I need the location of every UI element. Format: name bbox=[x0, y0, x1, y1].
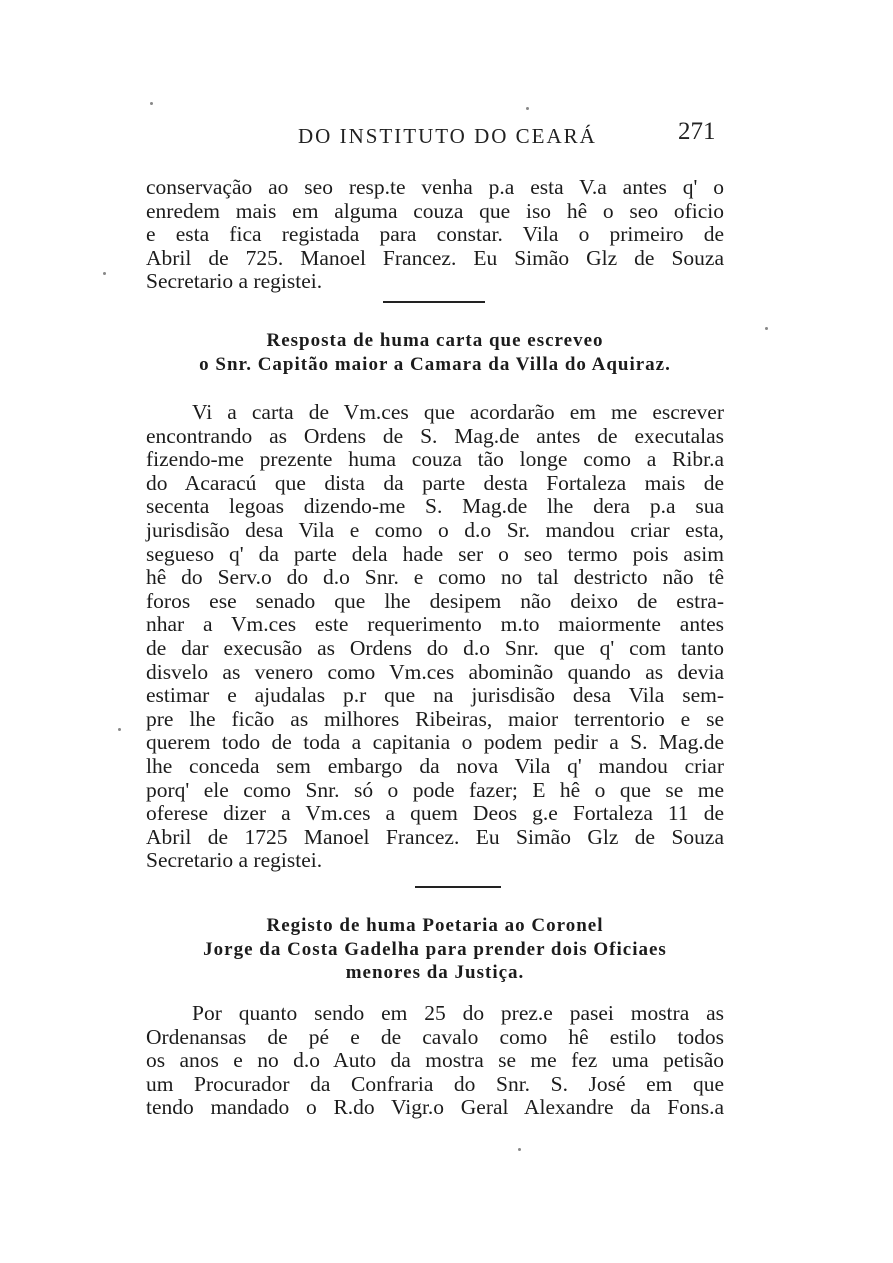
text-line: oferese dizer a Vm.ces a quem Deos g.e Fortaleza 11 de bbox=[146, 801, 724, 826]
text-line: Ordenansas de pé e de cavalo como hê estilo todos bbox=[146, 1024, 724, 1049]
text-line: conservação ao seo resp.te venha p.a esta V.a antes q' o bbox=[146, 175, 724, 199]
text-line: fizendo-me prezente huma couza tão longe como a Ribr.a bbox=[146, 447, 724, 472]
heading-line: o Snr. Capitão maior a Camara da Villa do Aquiraz. bbox=[199, 353, 671, 375]
heading-line: menores da Justiça. bbox=[345, 962, 525, 983]
text-line: enredem mais em alguma couza que iso hê o seo oficio bbox=[146, 198, 724, 223]
text-line: lhe conceda sem embargo da nova Vila q' mandou criar bbox=[146, 753, 724, 778]
text-line: nhar a Vm.ces este requerimento m.to maiormente antes bbox=[146, 612, 724, 637]
separator-rule bbox=[415, 886, 501, 888]
scan-speck bbox=[103, 272, 106, 275]
text-line: porq' ele como Snr. só o pode fazer; E hê o que se me bbox=[146, 777, 724, 802]
section-2-paragraph bbox=[146, 401, 724, 873]
scan-speck bbox=[518, 1148, 521, 1151]
text-line: segueso q' da parte dela hade ser o seo termo pois asim bbox=[146, 541, 724, 566]
heading-line: Jorge da Costa Gadelha para prender dois Oficiaes bbox=[203, 938, 667, 960]
scan-speck bbox=[150, 102, 153, 105]
section-3-heading bbox=[146, 914, 724, 985]
text-line: e esta fica registada para constar. Vila o primeiro de bbox=[146, 222, 724, 247]
text-line: Abril de 1725 Manoel Francez. Eu Simão Glz de Souza bbox=[146, 824, 724, 849]
separator-rule bbox=[383, 301, 485, 303]
section-3-paragraph bbox=[146, 1002, 724, 1120]
text-line: os anos e no d.o Auto da mostra se me fez uma petisão bbox=[146, 1048, 724, 1073]
text-line: Por quanto sendo em 25 do prez.e pasei mostra as bbox=[192, 1001, 724, 1025]
text-line: Vi a carta de Vm.ces que acordarão em me escrever bbox=[192, 400, 724, 424]
text-line: tendo mandado o R.do Vigr.o Geral Alexandre da Fons.a bbox=[146, 1095, 724, 1120]
text-line: Secretario a registei. bbox=[146, 269, 323, 294]
text-line: de dar execusão as Ordens do d.o Snr. que q' com tanto bbox=[146, 635, 724, 660]
text-line: pre lhe ficão as milhores Ribeiras, maior terrentorio e se bbox=[146, 706, 724, 731]
text-line: disvelo as venero como Vm.ces abominão quando as devia bbox=[146, 659, 724, 684]
scan-speck bbox=[526, 107, 529, 110]
text-line: secenta legoas dizendo-me S. Mag.de lhe dera p.a sua bbox=[146, 494, 724, 519]
scan-speck bbox=[765, 327, 768, 330]
text-line: encontrando as Ordens de S. Mag.de antes de executalas bbox=[146, 423, 724, 448]
text-line: do Acaracú que dista da parte desta Fortaleza mais de bbox=[146, 470, 724, 495]
running-title: DO INSTITUTO DO CEARÁ bbox=[298, 124, 597, 148]
text-line: Secretario a registei. bbox=[146, 848, 323, 873]
text-line: estimar e ajudalas p.r que na jurisdisão desa Vila sem- bbox=[146, 683, 724, 708]
text-line: querem todo de toda a capitania o podem pedir a S. Mag.de bbox=[146, 730, 724, 755]
section-2-heading bbox=[146, 329, 724, 376]
heading-line: Resposta de huma carta que escreveo bbox=[266, 330, 604, 351]
text-line: jurisdisão desa Vila e como o d.o Sr. mandou criar esta, bbox=[146, 517, 724, 542]
scan-speck bbox=[118, 728, 121, 731]
text-line: hê do Serv.o do d.o Snr. e como no tal destricto não tê bbox=[146, 565, 724, 590]
text-line: um Procurador da Confraria do Snr. S. José em que bbox=[146, 1071, 724, 1096]
text-line: foros ese senado que lhe desipem não deixo de estra- bbox=[146, 588, 724, 613]
section-1-paragraph bbox=[146, 176, 724, 294]
page-number: 271 bbox=[678, 118, 716, 145]
heading-line: Registo de huma Poetaria ao Coronel bbox=[266, 915, 604, 936]
text-line: Abril de 725. Manoel Francez. Eu Simão Glz de Souza bbox=[146, 245, 724, 270]
